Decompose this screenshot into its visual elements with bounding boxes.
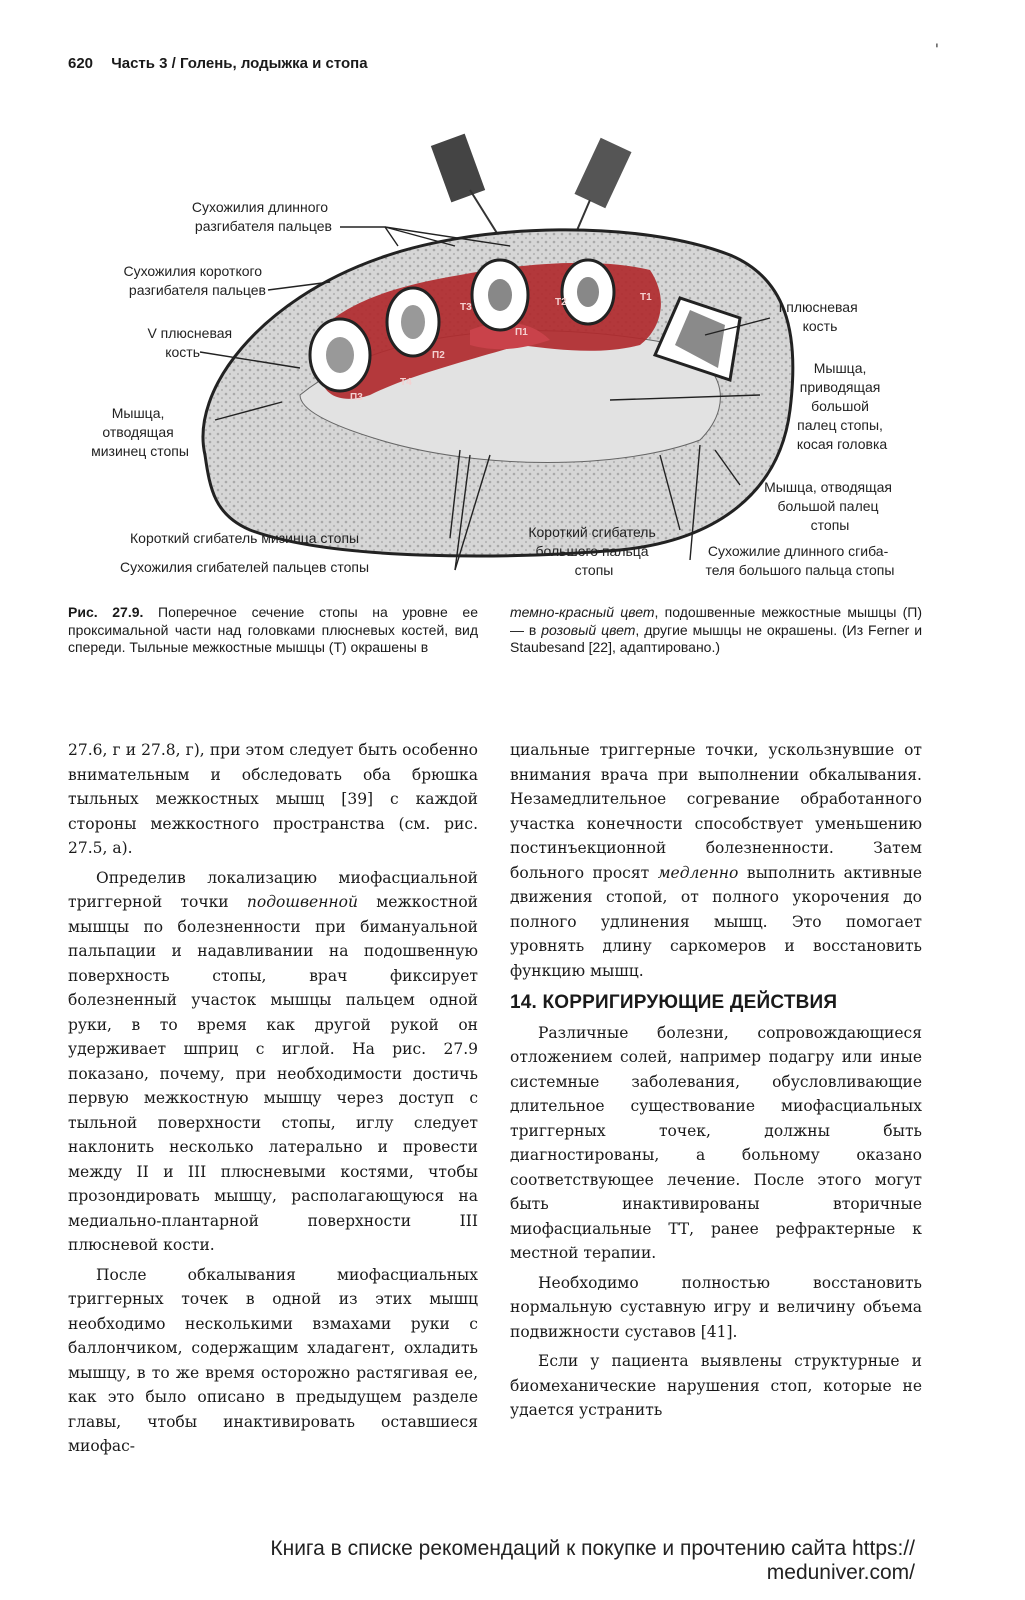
mark-t1: T1 xyxy=(640,292,652,303)
mark-dot: ' xyxy=(935,42,939,58)
caption-italic-2: розовый цвет xyxy=(541,621,636,638)
chapter-title: Часть 3 / Голень, лодыжка и стопа xyxy=(111,55,368,72)
page-number: 620 xyxy=(68,55,94,72)
label-flexor-digiti: Короткий сгибатель мизинца стопы xyxy=(130,530,360,546)
mark-t4: T4 xyxy=(400,377,412,388)
figure-caption-right xyxy=(510,604,922,657)
footer-link[interactable]: meduniver.com/ xyxy=(766,1561,915,1584)
mark-t2: T2 xyxy=(555,297,567,308)
label-flexor-tendons: Сухожилия сгибателей пальцев стопы xyxy=(120,559,370,575)
label-ext-short: Сухожилия короткого разгибателя пальцев xyxy=(123,263,266,298)
caption-text-2: , другие мышцы не окрашены. (Из Ferner и Staubesand [22], адаптировано.) xyxy=(510,621,923,655)
caption-italic-1: темно-красный цвет xyxy=(510,604,655,620)
body-column-left xyxy=(68,738,478,1459)
mark-p1: П1 xyxy=(515,327,528,338)
figure-number: Рис. 27.9. xyxy=(68,604,144,620)
paragraph: После обкалывания миофасциальных триггерных точек в одной из этих мышц необходимо несколькими взмахами руки с баллончиком, содержащим хладагент, охладить мышцу, в то же время осторожно растягивая ее, как это было описано в предыдущем разделе главы, чтобы инактивировать оставшиеся миофас- xyxy=(68,1265,478,1455)
label-flexor-hallucis-longus: Сухожилие длинного сгиба- теля большого пальца стопы xyxy=(705,543,895,578)
paragraph: Определив локализацию миофасциальной триггерной точки подошвенной межкостной мышцы по болезненности при бимануальной пальпации и надавливании на подошвенную поверхность стопы, врач фиксирует болезненный участок мышцы пальцем одной руки, в то время как другой рукой он удерживает шприц с иглой. На рис. 27.9 показано, почему, при необходимости достичь первую межкостную мышцу через доступ с тыльной поверхности стопы, иглу следует наклонить несколько латерально и провести между II и III плюсневыми костями, чтобы прозондировать мышцу, располагающуюся на медиально-плантарной поверхности III плюсневой кости. xyxy=(68,868,478,1254)
mark-t3: T3 xyxy=(460,302,472,313)
foot-cross-section-figure xyxy=(0,0,1025,600)
caption-text: Поперечное сечение стопы на уровне ее проксимальной части над головками плюсневых костей, вид спереди. Тыльные межкостные мышцы (Т) окрашены в xyxy=(68,604,478,655)
paragraph: Необходимо полностью восстановить нормальную суставную игру и величину объема подвижности суставов [41]. xyxy=(510,1273,922,1341)
label-adductor-hallucis: Мышца, приводящая большой палец стопы, косая головка xyxy=(796,360,888,452)
label-flexor-hallucis-brevis: Короткий сгибатель большого пальца стопы xyxy=(528,524,656,578)
mark-p3: П3 xyxy=(350,392,363,403)
label-metatarsal-v: V плюсневая кость xyxy=(147,325,233,360)
paragraph: циальные триггерные точки, ускользнувшие от внимания врача при выполнении обкалывания. Незамедлительное согревание обработанного участка конечности способствует уменьшению постинъекционной болезненности. Затем больного просят медленно выполнить активные движения стопой, от полного укорочения до полного удлинения мышц. Это помогает уровнять длину саркомеров и восстановить функцию мышц. xyxy=(510,741,922,980)
mark-p2: П2 xyxy=(432,350,445,361)
body-column-right xyxy=(510,738,922,1423)
caption-text-1: , подошвенные межкостные мышцы (П) — в xyxy=(510,604,923,638)
paragraph: Различные болезни, сопровождающиеся отложением солей, например подагру или иные системные заболевания, обусловливающие длительное существование миофасциальных триггерных точек, должны быть диагностированы, а больному оказано соответствующее лечение. После этого могут быть инактивированы вторичные миофасциальные ТТ, ранее рефрактерные к местной терапии. xyxy=(510,1023,922,1262)
label-abductor-digiti: Мышца, отводящая мизинец стопы xyxy=(91,405,189,459)
footer-line-1: Книга в списке рекомендаций к покупке и прочтению сайта https:// xyxy=(270,1537,915,1560)
paragraph: 27.6, г и 27.8, г), при этом следует быть особенно внимательным и обследовать оба брюшка тыльных межкостных мышц [39] с каждой стороны межкостного пространства (см. рис. 27.5, а). xyxy=(68,741,478,857)
section-heading: 14. КОРРИГИРУЮЩИЕ ДЕЙСТВИЯ xyxy=(510,992,838,1013)
figure-caption-left xyxy=(68,604,478,657)
paragraph: Если у пациента выявлены структурные и биомеханические нарушения стоп, которые не удается устранить xyxy=(510,1352,922,1419)
site-footer xyxy=(0,1537,915,1585)
label-metatarsal-i: I плюсневая кость xyxy=(778,299,858,334)
label-abductor-hallucis: Мышца, отводящая большой палец стопы xyxy=(764,479,892,533)
label-ext-long: Сухожилия длинного разгибателя пальцев xyxy=(191,199,332,234)
